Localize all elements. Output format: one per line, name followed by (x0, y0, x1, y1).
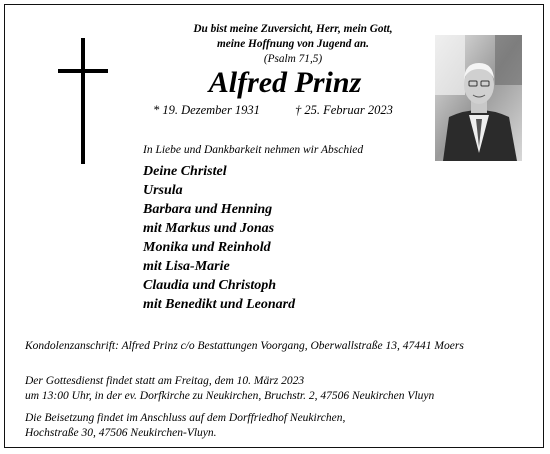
death-date: † 25. Februar 2023 (295, 103, 393, 117)
mourner-name: Claudia und Christoph (143, 278, 277, 293)
mourners-list (143, 162, 295, 314)
verse-reference: (Psalm 71,5) (263, 53, 323, 65)
mourner-name: Barbara und Henning (143, 202, 273, 217)
verse-line-2: meine Hoffnung von Jugend an. (216, 38, 369, 50)
deceased-name: Alfred Prinz (208, 66, 362, 99)
mourner-name: Ursula (143, 183, 183, 198)
service-line-1: Der Gottesdienst findet statt am Freitag, dem 10. März 2023 (25, 375, 305, 387)
verse-line-1: Du bist meine Zuversicht, Herr, mein Gott, (193, 23, 393, 35)
mourner-name: mit Benedikt und Leonard (143, 297, 296, 312)
burial-line-2: Hochstraße 30, 47506 Neukirchen-Vluyn. (25, 427, 217, 439)
cross-icon (58, 38, 108, 164)
funeral-service-info (25, 374, 434, 404)
mourner-name: mit Lisa-Marie (143, 259, 230, 274)
farewell-intro: In Liebe und Dankbarkeit nehmen wir Abschied (143, 144, 364, 156)
service-line-2: um 13:00 Uhr, in der ev. Dorfkirche zu Neukirchen, Bruchstr. 2, 47506 Neukirchen Vluyn (25, 390, 435, 402)
mourner-name: mit Markus und Jonas (143, 221, 275, 236)
mourner-name: Deine Christel (143, 164, 227, 179)
birth-date: * 19. Dezember 1931 (153, 103, 260, 117)
bible-verse (183, 22, 403, 67)
obituary-frame (4, 4, 544, 448)
burial-line-1: Die Beisetzung findet im Anschluss auf dem Dorffriedhof Neukirchen, (25, 412, 346, 424)
condolence-address: Kondolenzanschrift: Alfred Prinz c/o Bestattungen Voorgang, Oberwallstraße 13, 47441 Moers (25, 340, 464, 352)
burial-info (25, 411, 345, 441)
mourner-name: Monika und Reinhold (143, 240, 271, 255)
portrait-photo (435, 35, 522, 161)
